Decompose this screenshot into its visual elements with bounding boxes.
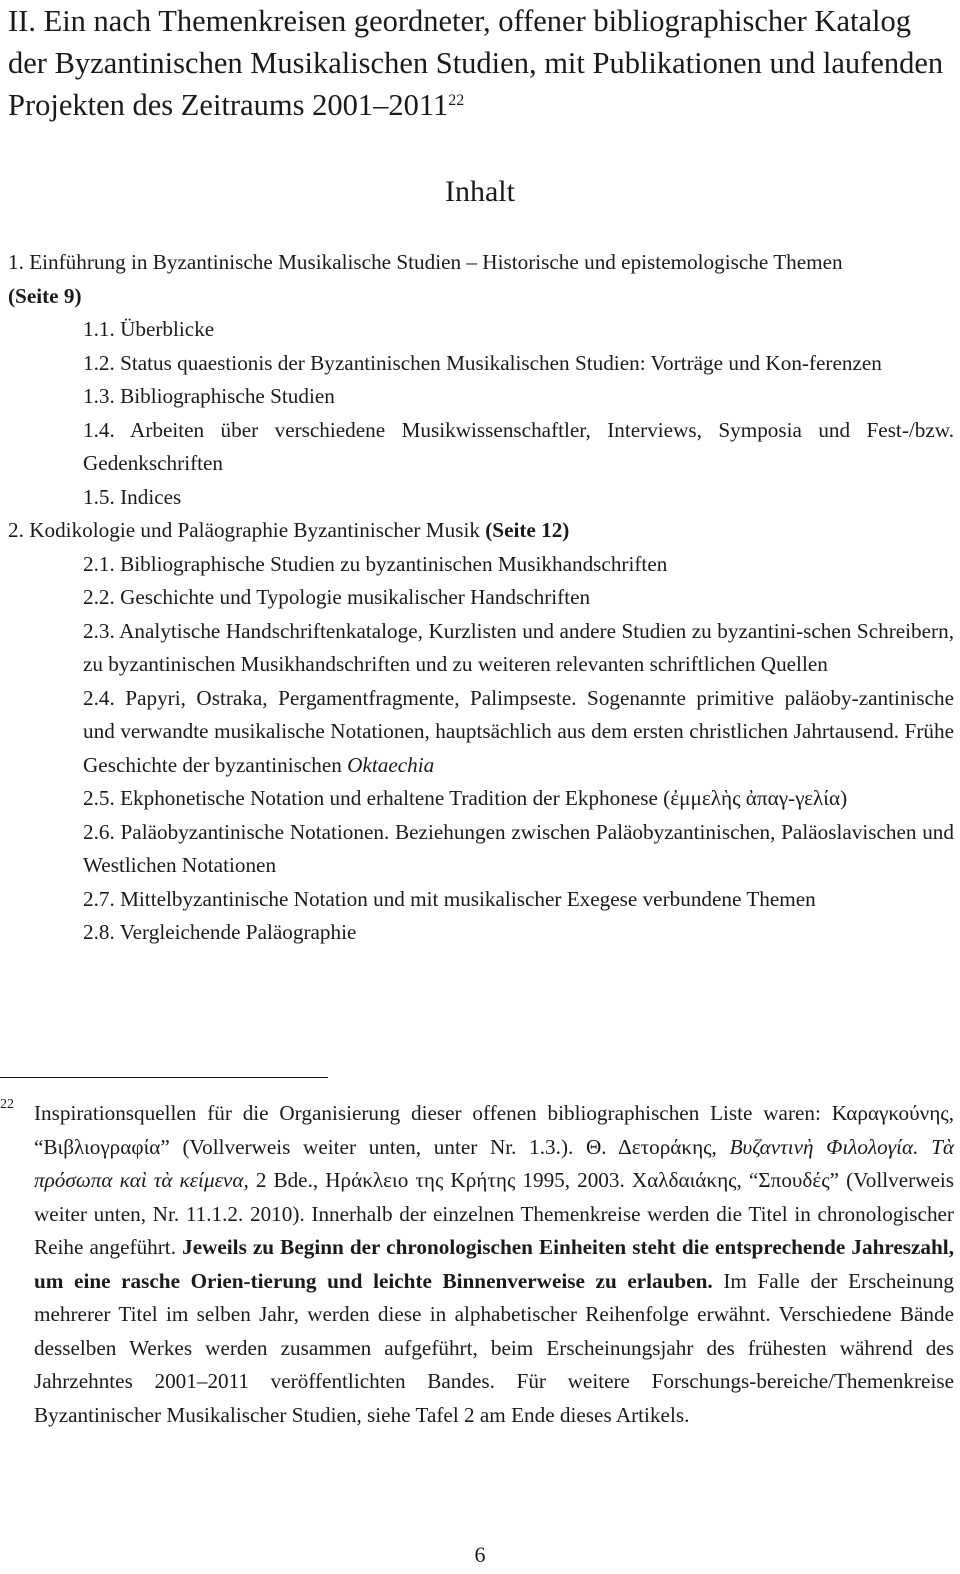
footnote-separator bbox=[0, 1077, 328, 1078]
toc-item-1-5[interactable]: 1.5. Indices bbox=[83, 484, 182, 509]
toc-section-2-page: (Seite 12) bbox=[485, 518, 570, 542]
footnote-text-2: 2 Bde., Ηράκλειο της Κρήτης 1995, 2003. Χαλδαιάκης, “Σπουδές” (Vollverweis weiter unten, Nr. 11.1.2. 2010). Innerhalb der einzelnen Themenkreise werden die Titel in chronologischer Reihe angeführt. bbox=[34, 1168, 954, 1259]
toc-section-2[interactable] bbox=[8, 514, 954, 548]
toc-item-2-3[interactable]: 2.3. Analytische Handschriftenkataloge, Kurzlisten und andere Studien zu byzantini-schen Schreibern, zu byzantinischen Musikhandschriften und zu weiteren relevanten schriftlichen Quellen bbox=[83, 618, 954, 676]
heading-text: II. Ein nach Themenkreisen geordneter, offener bibliographischer Katalog der Byzantinischen Musikalischen Studien, mit Publikationen und laufenden Projekten des Zeitraums 2001–2011 bbox=[8, 4, 944, 122]
page-number: 6 bbox=[474, 1542, 486, 1567]
toc-item-2-1[interactable]: 2.1. Bibliographische Studien zu byzantinischen Musikhandschriften bbox=[83, 551, 668, 576]
footnote-text-bold: Jeweils zu Beginn der chronologischen Einheiten steht die entsprechende Jahreszahl, um eine rasche Orien-tierung und leichte Binnenverweise zu erlauben. bbox=[34, 1235, 954, 1293]
toc-item-1-3[interactable]: 1.3. Bibliographische Studien bbox=[83, 384, 335, 408]
footnote-text-italic: Βυζαντινὴ Φιλολογία. Τὰ πρόσωπα καὶ τὰ κείμενα, bbox=[34, 1134, 955, 1192]
toc-item-2-7[interactable]: 2.7. Mittelbyzantinische Notation und mit musikalischer Exegese verbundene Themen bbox=[83, 886, 816, 911]
footnote-reference[interactable]: 22 bbox=[448, 92, 465, 109]
table-of-contents bbox=[8, 246, 954, 950]
toc-item-1-2[interactable]: 1.2. Status quaestionis der Byzantinischen Musikalischen Studien: Vorträge und Kon-ferenzen bbox=[83, 350, 882, 375]
toc-section-1[interactable] bbox=[8, 246, 954, 313]
toc-section-1-page: (Seite 9) bbox=[8, 283, 82, 308]
toc-item-2-4[interactable] bbox=[8, 682, 954, 783]
footnote-text-3: Im Falle der Erscheinung mehrerer Titel im selben Jahr, werden diese in alphabetischer Reihenfolge erwähnt. Verschiedene Bände desselben Werkes werden zusammen aufgeführt, beim Erscheinungsjahr des frühesten während des Jahrzehntes 2001–2011 veröffentlichten Bandes. Für weitere Forschungs-bereiche/Themenkreise Byzantinischer Musikalischer Studien, siehe Tafel 2 am Ende dieses Artikels. bbox=[34, 1268, 955, 1427]
toc-section-1-title: 1. Einführung in Byzantinische Musikalische Studien – Historische und epistemologische Themen bbox=[8, 250, 843, 274]
section-heading bbox=[8, 0, 954, 126]
toc-item-1-4[interactable]: 1.4. Arbeiten über verschiedene Musikwissenschaftler, Interviews, Symposia und Fest-/bzw. Gedenkschriften bbox=[83, 417, 954, 475]
toc-item-2-6[interactable]: 2.6. Paläobyzantinische Notationen. Beziehungen zwischen Paläobyzantinischen, Paläoslavischen und Westlichen Notationen bbox=[83, 819, 954, 877]
toc-item-2-5[interactable]: 2.5. Ekphonetische Notation und erhaltene Tradition der Ekphonese (ἐμμελὴς ἀπαγ-γελία) bbox=[83, 786, 848, 810]
toc-section-2-title: 2. Kodikologie und Paläographie Byzantinischer Musik bbox=[8, 518, 480, 542]
footnote bbox=[0, 1097, 954, 1432]
contents-title: Inhalt bbox=[445, 175, 515, 208]
footnote-mark: 22 bbox=[0, 1097, 14, 1112]
toc-item-2-8[interactable]: 2.8. Vergleichende Paläographie bbox=[83, 920, 357, 944]
footnote-text-1: Inspirationsquellen für die Organisierung dieser offenen bibliographischen Liste waren: Καραγκούνης, “Βιβλιογραφία” (Vollverweis weiter unten, unter Nr. 1.3.). Θ. Δετοράκης, bbox=[34, 1101, 954, 1159]
footnote-body bbox=[34, 1097, 954, 1432]
toc-item-1-1[interactable]: 1.1. Überblicke bbox=[83, 317, 215, 341]
toc-item-2-4-italic: Oktaechia bbox=[347, 752, 435, 777]
toc-item-2-4-text: 2.4. Papyri, Ostraka, Pergamentfragmente, Palimpseste. Sogenannte primitive paläoby-zantinische und verwandte musikalische Notationen, hauptsächlich aus dem ersten christlichen Jahrtausend. Frühe Geschichte der byzantinischen bbox=[83, 685, 954, 777]
toc-item-2-2[interactable]: 2.2. Geschichte und Typologie musikalischer Handschriften bbox=[83, 585, 591, 609]
